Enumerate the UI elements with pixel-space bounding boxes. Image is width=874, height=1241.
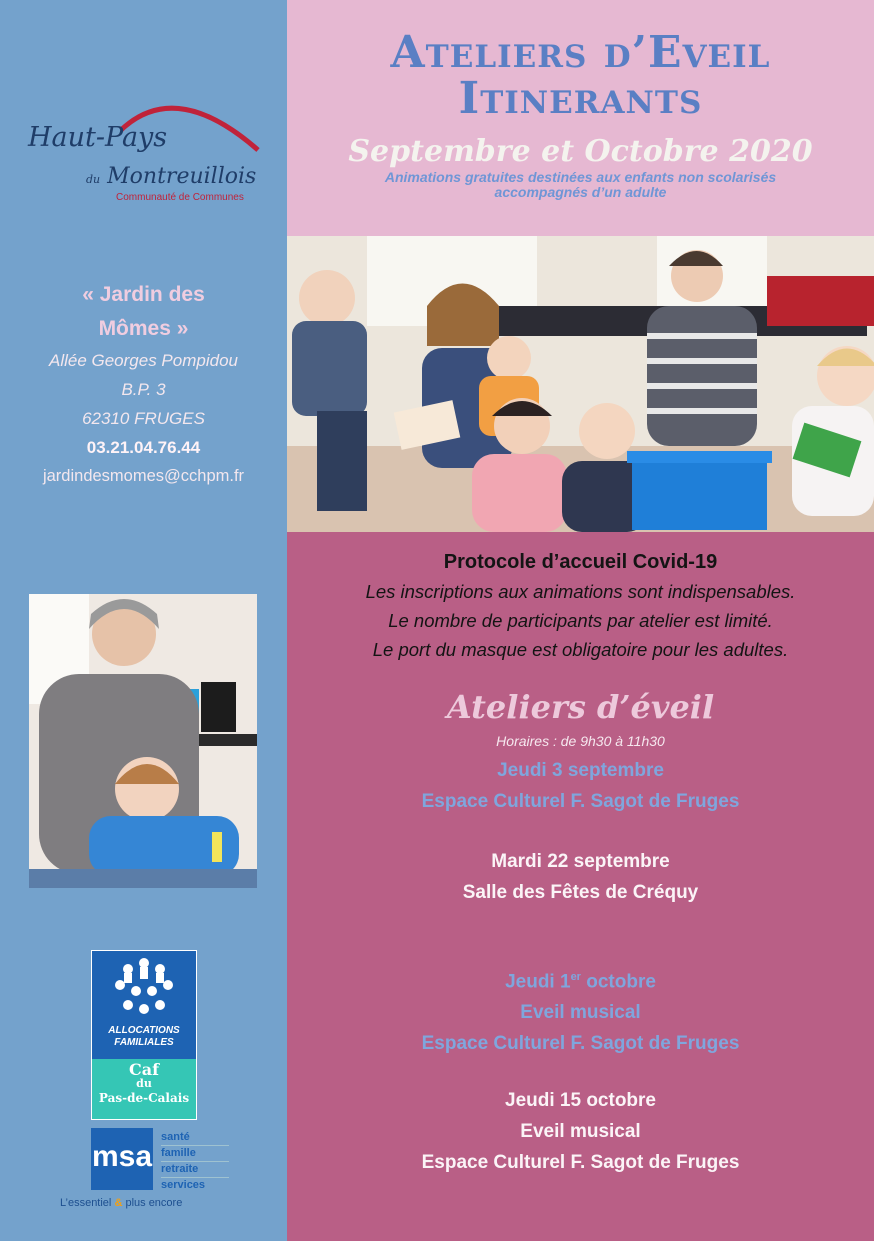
covid-protocol — [287, 548, 874, 664]
event-activity: Eveil musical — [520, 1002, 641, 1024]
event-place: Espace Culturel F. Sagot de Fruges — [421, 1033, 740, 1055]
caf-logo — [91, 950, 197, 1120]
event-place: Espace Culturel F. Sagot de Fruges — [421, 1152, 740, 1173]
msa-word: retraite — [161, 1162, 229, 1178]
contact-city: 62310 FRUGES — [82, 409, 205, 428]
logo-line1: Haut-Pays — [28, 122, 168, 153]
logo-line2: Montreuillois — [107, 164, 257, 189]
protocol-title: Protocole d’accueil Covid-19 — [443, 551, 718, 573]
msa-word: famille — [161, 1146, 229, 1162]
contact-block — [20, 278, 267, 491]
tagline-line2: accompagnés d’un adulte — [494, 184, 667, 200]
event-date: Jeudi 3 septembre — [497, 760, 664, 781]
caf-line2: FAMILIALES — [114, 1037, 174, 1048]
msa-logo — [91, 1128, 231, 1194]
protocol-line: Les inscriptions aux animations sont indispensables. — [365, 581, 796, 602]
event-date: Mardi 22 septembre — [491, 851, 670, 872]
contact-name-line1: « Jardin des — [82, 283, 205, 306]
contact-name-line2: Mômes » — [98, 317, 189, 340]
small-photo — [29, 594, 257, 888]
caf-du: du — [136, 1077, 152, 1090]
contact-email[interactable]: jardindesmomes@cchpm.fr — [42, 467, 245, 485]
event-place: Espace Culturel F. Sagot de Fruges — [421, 791, 740, 812]
msa-word: santé — [161, 1130, 229, 1146]
event-date: Jeudi 1er octobre — [505, 971, 656, 993]
event-1 — [287, 755, 874, 817]
community-logo — [26, 90, 266, 210]
tagline-line1: Animations gratuites destinées aux enfants non scolarisés — [384, 169, 777, 185]
event-2 — [287, 846, 874, 908]
event-place: Salle des Fêtes de Créquy — [462, 882, 699, 903]
page-title — [287, 27, 874, 124]
contact-street: Allée Georges Pompidou — [48, 351, 238, 370]
msa-mark: msa — [91, 1128, 153, 1190]
msa-slogan: L’essentiel & plus encore — [60, 1197, 183, 1209]
ateliers-heading: Ateliers d’éveil — [446, 688, 715, 726]
msa-word: services — [161, 1179, 206, 1191]
subtitle: Septembre et Octobre 2020 — [348, 134, 813, 169]
protocol-line: Le port du masque est obligatoire pour les adultes. — [372, 639, 789, 660]
logo-du: du — [86, 173, 101, 186]
caf-name: Caf — [129, 1060, 159, 1079]
contact-phone: 03.21.04.76.44 — [86, 438, 201, 457]
caf-line1: ALLOCATIONS — [108, 1025, 180, 1036]
ampersand-icon: & — [114, 1197, 123, 1209]
contact-bp: B.P. 3 — [121, 380, 166, 399]
event-date: Jeudi 15 octobre — [505, 1090, 656, 1111]
event-4 — [287, 1085, 874, 1178]
horaires: Horaires : de 9h30 à 11h30 — [496, 733, 665, 749]
event-activity: Eveil musical — [520, 1121, 641, 1142]
title-line1: Ateliers d’Eveil — [390, 27, 771, 78]
tagline — [287, 170, 874, 200]
family-figures-icon — [92, 951, 196, 1021]
logo-line3: Communauté de Communes — [116, 192, 244, 203]
protocol-line: Le nombre de participants par atelier est limité. — [388, 610, 773, 631]
main-photo — [287, 236, 874, 532]
caf-region: Pas-de-Calais — [98, 1091, 190, 1105]
title-line2: Itinerants — [458, 73, 703, 124]
event-3 — [287, 962, 874, 1059]
